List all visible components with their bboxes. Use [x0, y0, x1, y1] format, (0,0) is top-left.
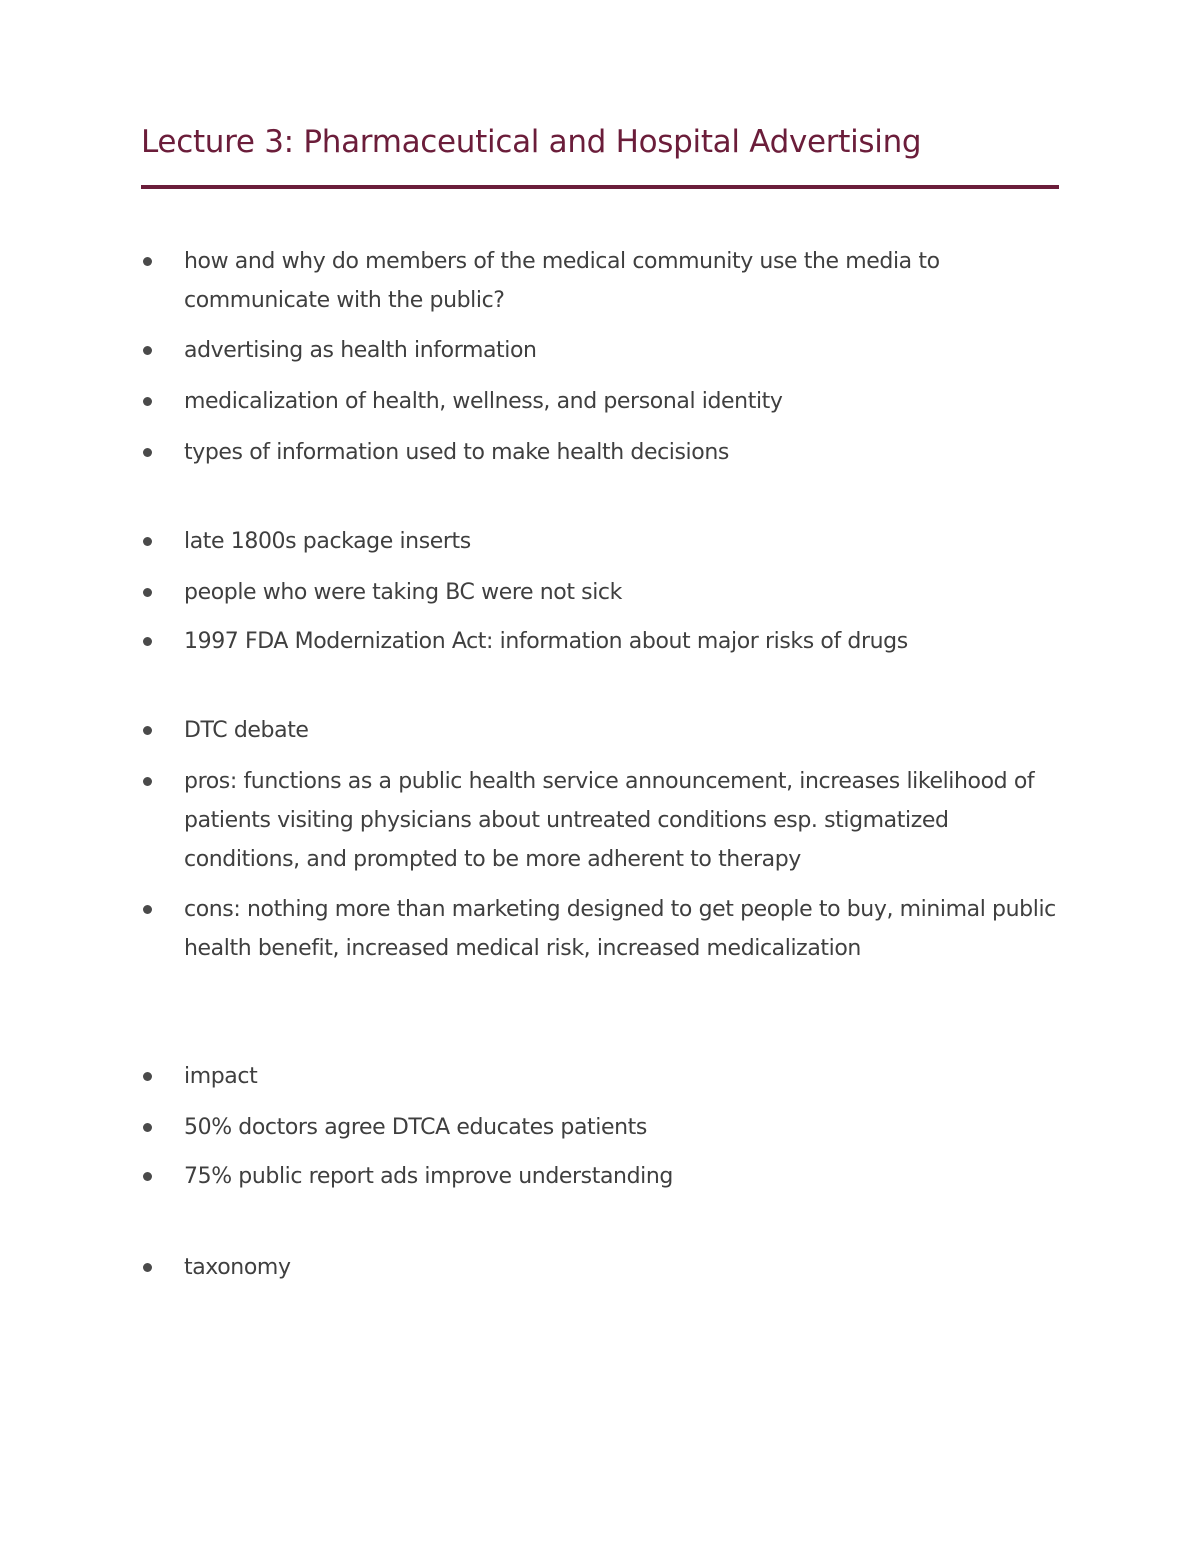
list-item-text: types of information used to make health decisions [184, 440, 729, 465]
bullet-icon [143, 537, 152, 546]
bullet-icon [143, 588, 152, 597]
title-divider [141, 185, 1059, 189]
bullet-icon [143, 1172, 152, 1181]
bullet-icon [143, 1072, 152, 1081]
list-item-text: how and why do members of the medical community use the media to communicate with the public? [184, 249, 940, 313]
bullet-icon [143, 637, 152, 646]
list-item-text: medicalization of health, wellness, and personal identity [184, 389, 783, 414]
bullet-icon [143, 346, 152, 355]
list-item-text: people who were taking BC were not sick [184, 580, 622, 605]
list-item-text: 75% public report ads improve understanding [184, 1164, 673, 1189]
bullet-icon [143, 257, 152, 266]
list-item-text: taxonomy [184, 1255, 291, 1280]
list-item-text: advertising as health information [184, 338, 537, 363]
list-item-text: pros: functions as a public health service announcement, increases likelihood of patients visiting physicians about untreated conditions esp. stigmatized conditions, and prompted to be more adherent to therapy [184, 769, 1035, 872]
bullet-icon [143, 777, 152, 786]
list-item-text: late 1800s package inserts [184, 529, 471, 554]
bullet-icon [143, 1263, 152, 1272]
list-item-text: 50% doctors agree DTCA educates patients [184, 1115, 647, 1140]
list-item-text: DTC debate [184, 718, 309, 743]
page-title: Lecture 3: Pharmaceutical and Hospital Advertising [141, 124, 922, 160]
bullet-icon [143, 397, 152, 406]
bullet-icon [143, 448, 152, 457]
list-item-text: cons: nothing more than marketing designed to get people to buy, minimal public health benefit, increased medical risk, increased medicalization [184, 897, 1056, 961]
bullet-icon [143, 905, 152, 914]
list-item-text: 1997 FDA Modernization Act: information about major risks of drugs [184, 629, 908, 654]
bullet-icon [143, 1123, 152, 1132]
bullet-icon [143, 726, 152, 735]
list-item-text: impact [184, 1064, 258, 1089]
